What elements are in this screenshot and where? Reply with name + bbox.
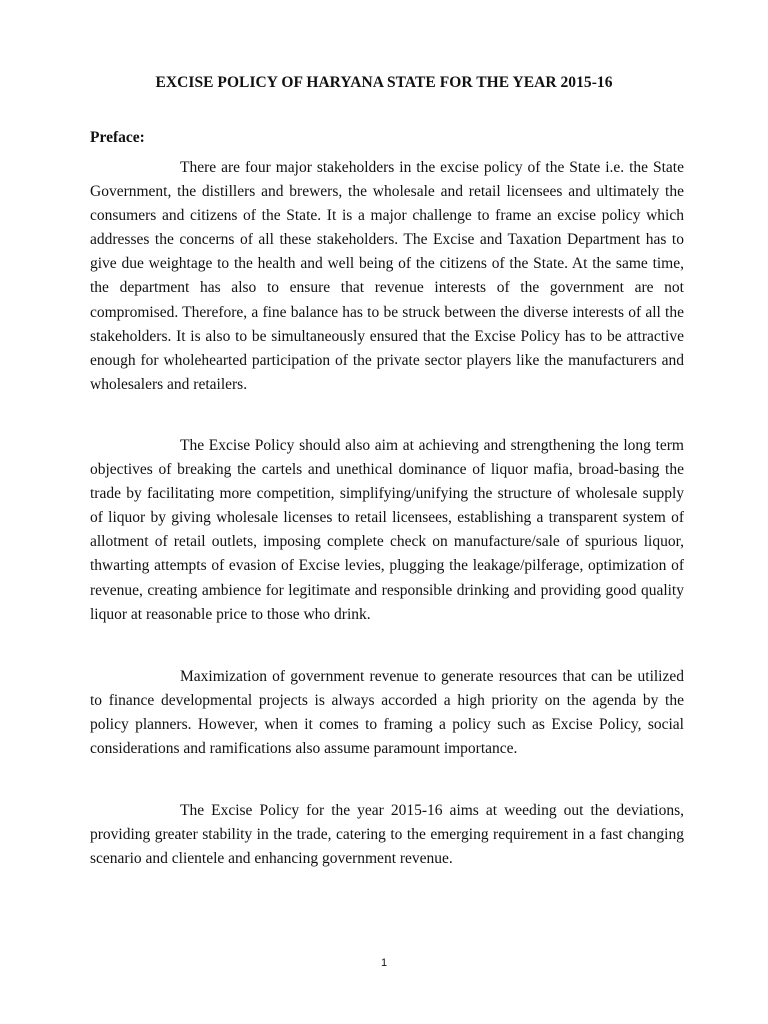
page-number: 1 [380,957,388,969]
paragraph-objectives: The Excise Policy should also aim at achieving and strengthening the long term objectives of breaking the cartels and unethical dominance of liquor mafia, broad-basing the trade by facilitating more competition, simplifying/unifying the structure of wholesale supply of liquor by giving wholesale licenses to retail licensees, establishing a transparent system of allotment of retail outlets, imposing complete check on manufacture/sale of spurious liquor, thwarting attempts of evasion of Excise levies, plugging the leakage/pilferage, optimization of revenue, creating ambience for legitimate and responsible drinking and providing good quality liquor at reasonable price to those who drink. [90,437,684,623]
paragraph-revenue: Maximization of government revenue to generate resources that can be utilized to finance developmental projects is always accorded a high priority on the agenda by the policy planners. However, when it comes to framing a policy such as Excise Policy, social considerations and ramifications also assume paramount importance. [90,668,684,758]
document-title: EXCISE POLICY OF HARYANA STATE FOR THE YEAR 2015-16 [155,74,613,91]
paragraph-stakeholders: There are four major stakeholders in the excise policy of the State i.e. the State Government, the distillers and brewers, the wholesale and retail licensees and ultimately the consumers and citizens of the State. It is a major challenge to frame an excise policy which addresses the concerns of all these stakeholders. The Excise and Taxation Department has to give due weightage to the health and well being of the citizens of the State. At the same time, the department has also to ensure that revenue interests of the government are not compromised. Therefore, a fine balance has to be struck between the diverse interests of all the stakeholders. It is also to be simultaneously ensured that the Excise Policy has to be attractive enough for wholehearted participation of the private sector players like the manufacturers and wholesalers and retailers. [90,159,684,393]
section-heading-preface: Preface: [90,129,145,146]
paragraph-policy-aims: The Excise Policy for the year 2015-16 aims at weeding out the deviations, providing greater stability in the trade, catering to the emerging requirement in a fast changing scenario and clientele and enhancing government revenue. [90,802,684,868]
